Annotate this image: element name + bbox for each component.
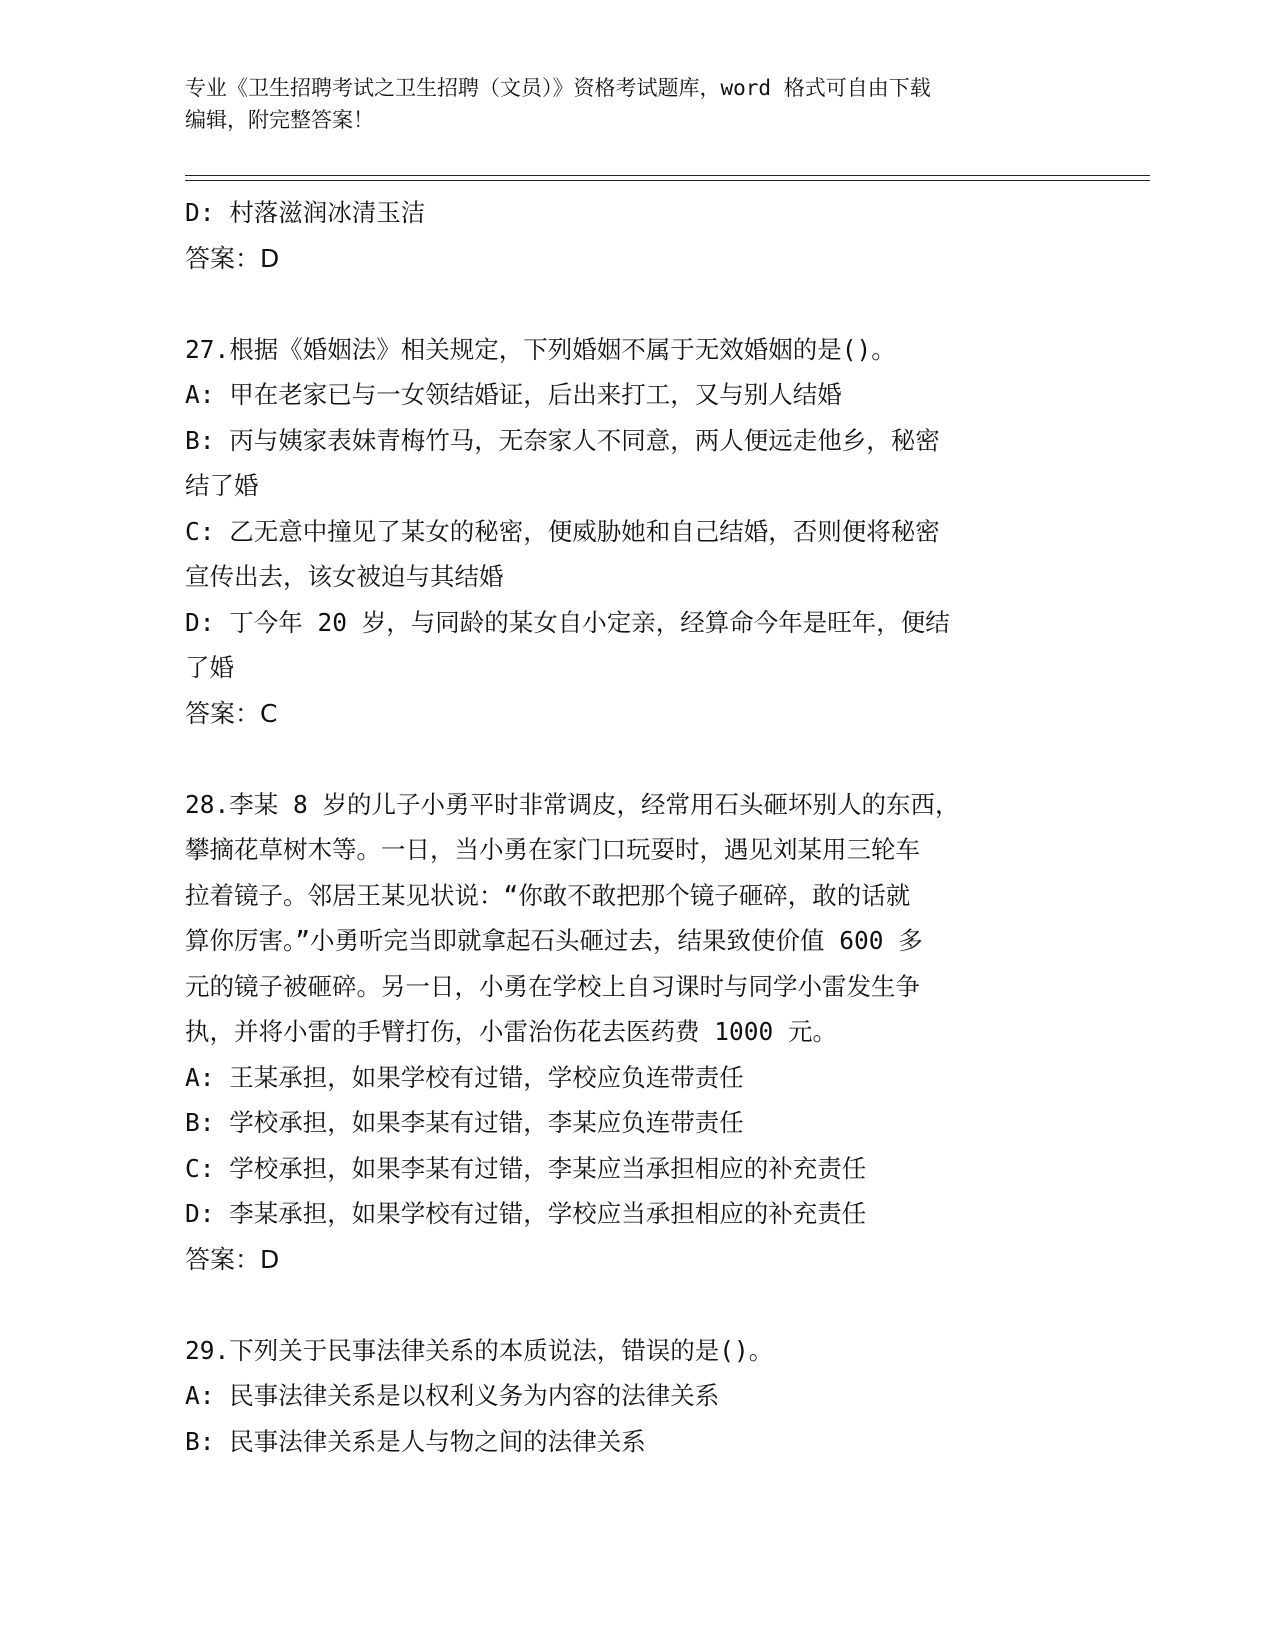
option-d-cont: 了婚: [185, 653, 234, 682]
question-stem: 28.李某 8 岁的儿子小勇平时非常调皮，经常用石头砸坏别人的东西，: [185, 789, 960, 819]
header-line-2: 编辑，附完整答案！: [185, 108, 374, 132]
option-c-cont: 宣传出去，该女被迫与其结婚: [185, 562, 504, 591]
spacer: [185, 281, 1065, 327]
header-line-1: 专业《卫生招聘考试之卫生招聘（文员）》资格考试题库，word 格式可自由下载: [185, 76, 931, 100]
option-b-cont: 结了婚: [185, 471, 259, 500]
question-stem: 29.下列关于民事法律关系的本质说法，错误的是()。: [185, 1335, 774, 1365]
question-stem-cont: 拉着镜子。邻居王某见状说：“你敢不敢把那个镜子砸碎，敢的话就: [185, 880, 911, 910]
question-stem: 27.根据《婚姻法》相关规定，下列婚姻不属于无效婚姻的是()。: [185, 334, 896, 364]
spacer: [185, 736, 1065, 782]
option-a: A: 王某承担，如果学校有过错，学校应负连带责任: [185, 1062, 744, 1092]
question-stem-cont: 算你厉害。”小勇听完当即就拿起石头砸过去，结果致使价值 600 多: [185, 926, 923, 955]
option-c: C: 乙无意中撞见了某女的秘密，便威胁她和自己结婚，否则便将秘密: [185, 516, 940, 546]
page-header: [185, 72, 1065, 136]
header-divider-top: [185, 175, 1150, 176]
question-27: [185, 327, 1065, 737]
answer: 答案：D: [185, 1244, 280, 1274]
option-d: D: 丁今年 20 岁，与同龄的某女自小定亲，经算命今年是旺年，便结: [185, 607, 950, 637]
header-divider-bottom: [185, 180, 1150, 181]
option-c: C: 学校承担，如果李某有过错，李某应当承担相应的补充责任: [185, 1153, 867, 1183]
option-a: A: 甲在老家已与一女领结婚证，后出来打工，又与别人结婚: [185, 380, 842, 409]
option-a: A: 民事法律关系是以权利义务为内容的法律关系: [185, 1381, 720, 1410]
spacer: [185, 1282, 1065, 1328]
question-content: [185, 190, 1065, 1464]
answer: 答案：C: [185, 698, 278, 728]
option-b: B: 学校承担，如果李某有过错，李某应负连带责任: [185, 1108, 744, 1137]
question-stem-cont: 元的镜子被砸碎。另一日，小勇在学校上自习课时与同学小雷发生争: [185, 971, 920, 1001]
question-29: [185, 1328, 1065, 1465]
option-d: D: 村落滋润冰清玉洁: [185, 198, 426, 227]
option-b: B: 丙与姨家表妹青梅竹马，无奈家人不同意，两人便远走他乡，秘密: [185, 425, 940, 455]
option-d: D: 李某承担，如果学校有过错，学校应当承担相应的补充责任: [185, 1199, 867, 1228]
answer: 答案：D: [185, 243, 280, 273]
question-stem-cont: 执，并将小雷的手臂打伤，小雷治伤花去医药费 1000 元。: [185, 1017, 837, 1046]
question-stem-cont: 攀摘花草树木等。一日，当小勇在家门口玩耍时，遇见刘某用三轮车: [185, 835, 920, 864]
option-b: B: 民事法律关系是人与物之间的法律关系: [185, 1426, 646, 1456]
question-28: [185, 782, 1065, 1283]
question-26-tail: [185, 190, 1065, 281]
